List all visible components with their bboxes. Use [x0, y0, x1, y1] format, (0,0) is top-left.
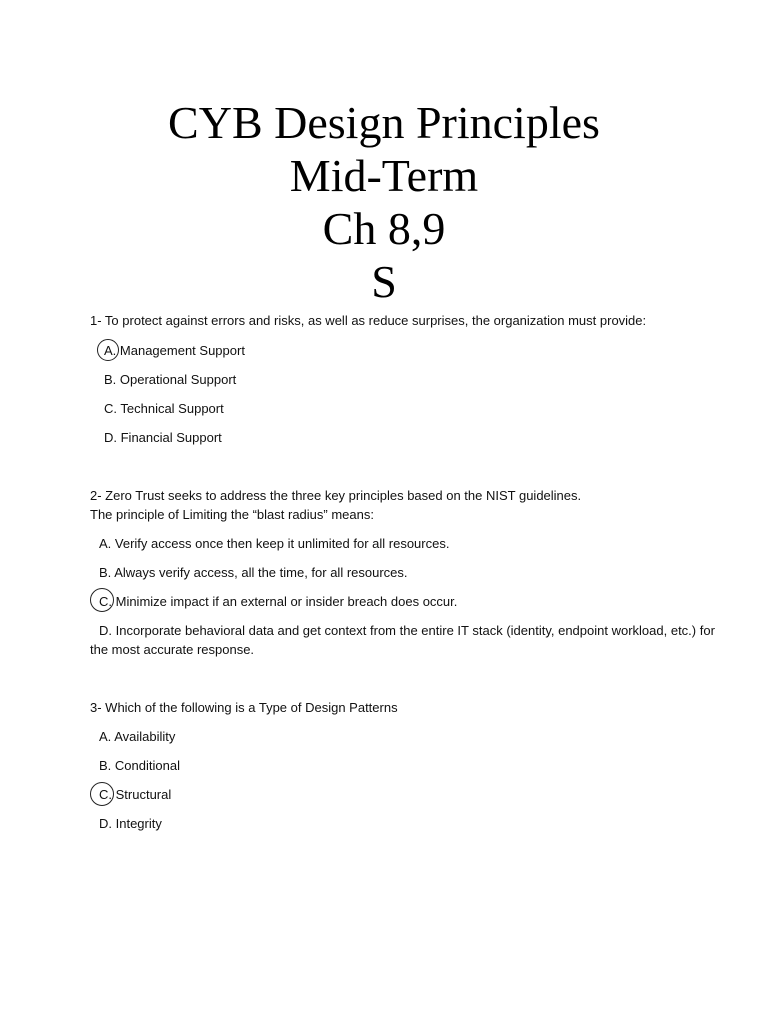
option-text: Availability	[111, 729, 176, 744]
question-1-option-d	[104, 428, 222, 447]
question-1-option-a	[104, 341, 245, 360]
question-1-option-c	[104, 399, 224, 418]
title-line-chapters: Ch 8,9	[322, 203, 446, 254]
question-stem: 3- Which of the following is a Type of Design Patterns	[90, 700, 398, 715]
option-text: Integrity	[112, 816, 162, 831]
answer-circle-mark	[97, 339, 119, 361]
option-letter: A.	[104, 343, 117, 358]
option-text: Operational Support	[116, 372, 237, 387]
option-text: Management Support	[116, 343, 245, 358]
option-letter: D.	[104, 430, 117, 445]
question-stem-line: The principle of Limiting the “blast radius” means:	[90, 507, 374, 522]
option-letter: C.	[104, 401, 117, 416]
question-3-option-c	[99, 785, 171, 804]
option-letter: D.	[99, 816, 112, 831]
option-letter: B.	[99, 758, 112, 773]
question-3-option-b	[99, 756, 180, 775]
option-text: Incorporate behavioral data and get context from the entire IT stack (identity, endpoint workload, etc.) for the most accurate response.	[90, 623, 715, 657]
option-letter: A.	[99, 729, 112, 744]
option-letter: A.	[99, 536, 112, 551]
question-3-option-a	[99, 727, 175, 746]
option-letter: C.	[99, 594, 112, 609]
question-2-option-a	[99, 534, 449, 553]
question-2-option-d	[90, 621, 730, 659]
document-title	[0, 96, 768, 308]
question-2-stem	[90, 486, 730, 524]
option-letter: C.	[99, 787, 112, 802]
option-letter: B.	[104, 372, 117, 387]
question-2-option-c	[99, 592, 457, 611]
title-line-course: CYB Design Principles	[168, 97, 600, 148]
question-stem: 1- To protect against errors and risks, as well as reduce surprises, the organization must provide:	[90, 313, 647, 328]
option-text: Minimize impact if an external or insider breach does occur.	[112, 594, 458, 609]
question-3-option-d	[99, 814, 162, 833]
option-letter: D.	[99, 623, 112, 638]
option-text: Structural	[112, 787, 172, 802]
answer-circle-mark	[90, 782, 114, 806]
question-2-option-b	[99, 563, 408, 582]
option-text: Technical Support	[117, 401, 224, 416]
question-stem-line: 2- Zero Trust seeks to address the three key principles based on the NIST guidelines.	[90, 488, 582, 503]
question-1-stem	[90, 311, 730, 330]
title-line-exam: Mid-Term	[289, 150, 479, 201]
answer-circle-mark	[90, 588, 114, 612]
question-1-option-b	[104, 370, 236, 389]
question-3-stem	[90, 698, 730, 717]
option-text: Verify access once then keep it unlimited for all resources.	[111, 536, 450, 551]
option-text: Conditional	[111, 758, 180, 773]
title-line-section: S	[371, 256, 397, 307]
option-text: Always verify access, all the time, for all resources.	[111, 565, 408, 580]
option-text: Financial Support	[117, 430, 222, 445]
option-letter: B.	[99, 565, 112, 580]
